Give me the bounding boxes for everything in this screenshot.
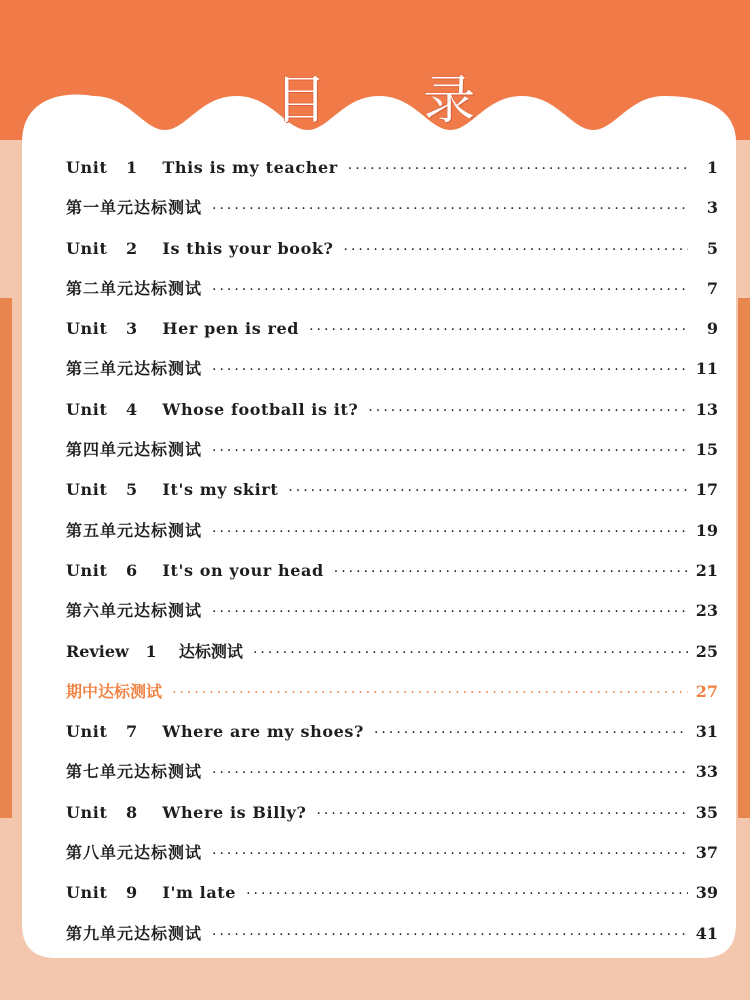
toc-entry-label: Review 1 达标测试 [66,641,243,661]
toc-entry [66,591,718,631]
toc-entry-label: 第七单元达标测试 [66,762,203,782]
toc-entry-label: 第一单元达标测试 [66,198,203,218]
toc-page-number: 27 [695,681,718,701]
toc-entry [66,632,718,672]
table-of-contents [66,148,718,954]
dot-leader [348,149,688,189]
dot-leader [212,592,688,632]
toc-entry [66,551,718,591]
toc-entry-label: 第三单元达标测试 [66,359,203,379]
toc-entry [66,349,718,389]
toc-entry-label: Unit 5 It's my skirt [66,480,279,500]
toc-page-number: 17 [695,480,718,500]
toc-entry [66,672,718,712]
toc-page-number: 5 [706,238,718,258]
toc-entry [66,833,718,873]
dot-leader [212,834,688,874]
toc-entry-label: Unit 8 Where is Billy? [66,802,307,822]
toc-entry-label: 第八单元达标测试 [66,843,203,863]
toc-entry [66,752,718,792]
dot-leader [212,915,688,955]
toc-entry [66,269,718,309]
toc-entry [66,229,718,269]
dot-leader [316,794,687,834]
toc-page-number: 19 [695,520,718,540]
dot-leader [368,391,687,431]
toc-entry-label: 期中达标测试 [66,681,163,701]
toc-page-number: 21 [695,560,718,580]
toc-entry-label: Unit 6 It's on your head [66,560,324,580]
toc-entry [66,793,718,833]
toc-page-number: 1 [706,158,718,177]
dot-leader [212,512,688,552]
toc-entry-label: Unit 2 Is this your book? [66,238,334,258]
toc-page-number: 37 [695,843,718,863]
toc-entry-label: 第五单元达标测试 [66,520,203,540]
toc-page-number: 31 [695,722,718,742]
toc-entry-label: Unit 3 Her pen is red [66,319,300,339]
toc-entry-label: 第九单元达标测试 [66,923,203,943]
toc-entry [66,873,718,913]
dot-leader [212,753,688,793]
toc-entry [66,511,718,551]
toc-page-number: 39 [695,883,718,903]
toc-page-number: 15 [695,440,718,460]
toc-page-number: 11 [695,359,718,379]
dot-leader [212,431,688,471]
toc-entry-label: 第四单元达标测试 [66,440,203,460]
toc-entry [66,712,718,752]
dot-leader [212,189,688,229]
toc-page-number: 35 [695,802,718,822]
dot-leader [212,270,688,310]
dot-leader [344,230,688,270]
toc-entry-label: 第二单元达标测试 [66,278,203,298]
dot-leader [374,713,688,753]
toc-entry [66,914,718,954]
dot-leader [288,471,687,511]
toc-entry-label: Unit 4 Whose football is it? [66,399,359,419]
toc-entry-label: 第六单元达标测试 [66,601,203,621]
dot-leader [334,552,688,592]
dot-leader [253,633,688,673]
toc-entry-label: Unit 1 This is my teacher [66,158,338,177]
dot-leader [246,874,688,914]
dot-leader [212,350,688,390]
toc-entry [66,390,718,430]
toc-entry-label: Unit 7 Where are my shoes? [66,722,364,742]
toc-entry [66,148,718,188]
dot-leader [172,673,688,713]
toc-page-number: 9 [706,319,718,339]
toc-page-number: 13 [695,399,718,419]
toc-page-number: 41 [695,923,718,943]
toc-page-number: 25 [695,641,718,661]
toc-entry-label: Unit 9 I'm late [66,883,237,903]
toc-page-number: 23 [695,601,718,621]
page-title: 目 录 [274,70,516,131]
toc-page-number: 33 [695,762,718,782]
toc-entry [66,309,718,349]
toc-entry [66,430,718,470]
toc-page-number: 7 [706,278,718,298]
toc-entry [66,470,718,510]
toc-entry [66,188,718,228]
toc-page-number: 3 [706,198,718,218]
dot-leader [309,310,688,350]
